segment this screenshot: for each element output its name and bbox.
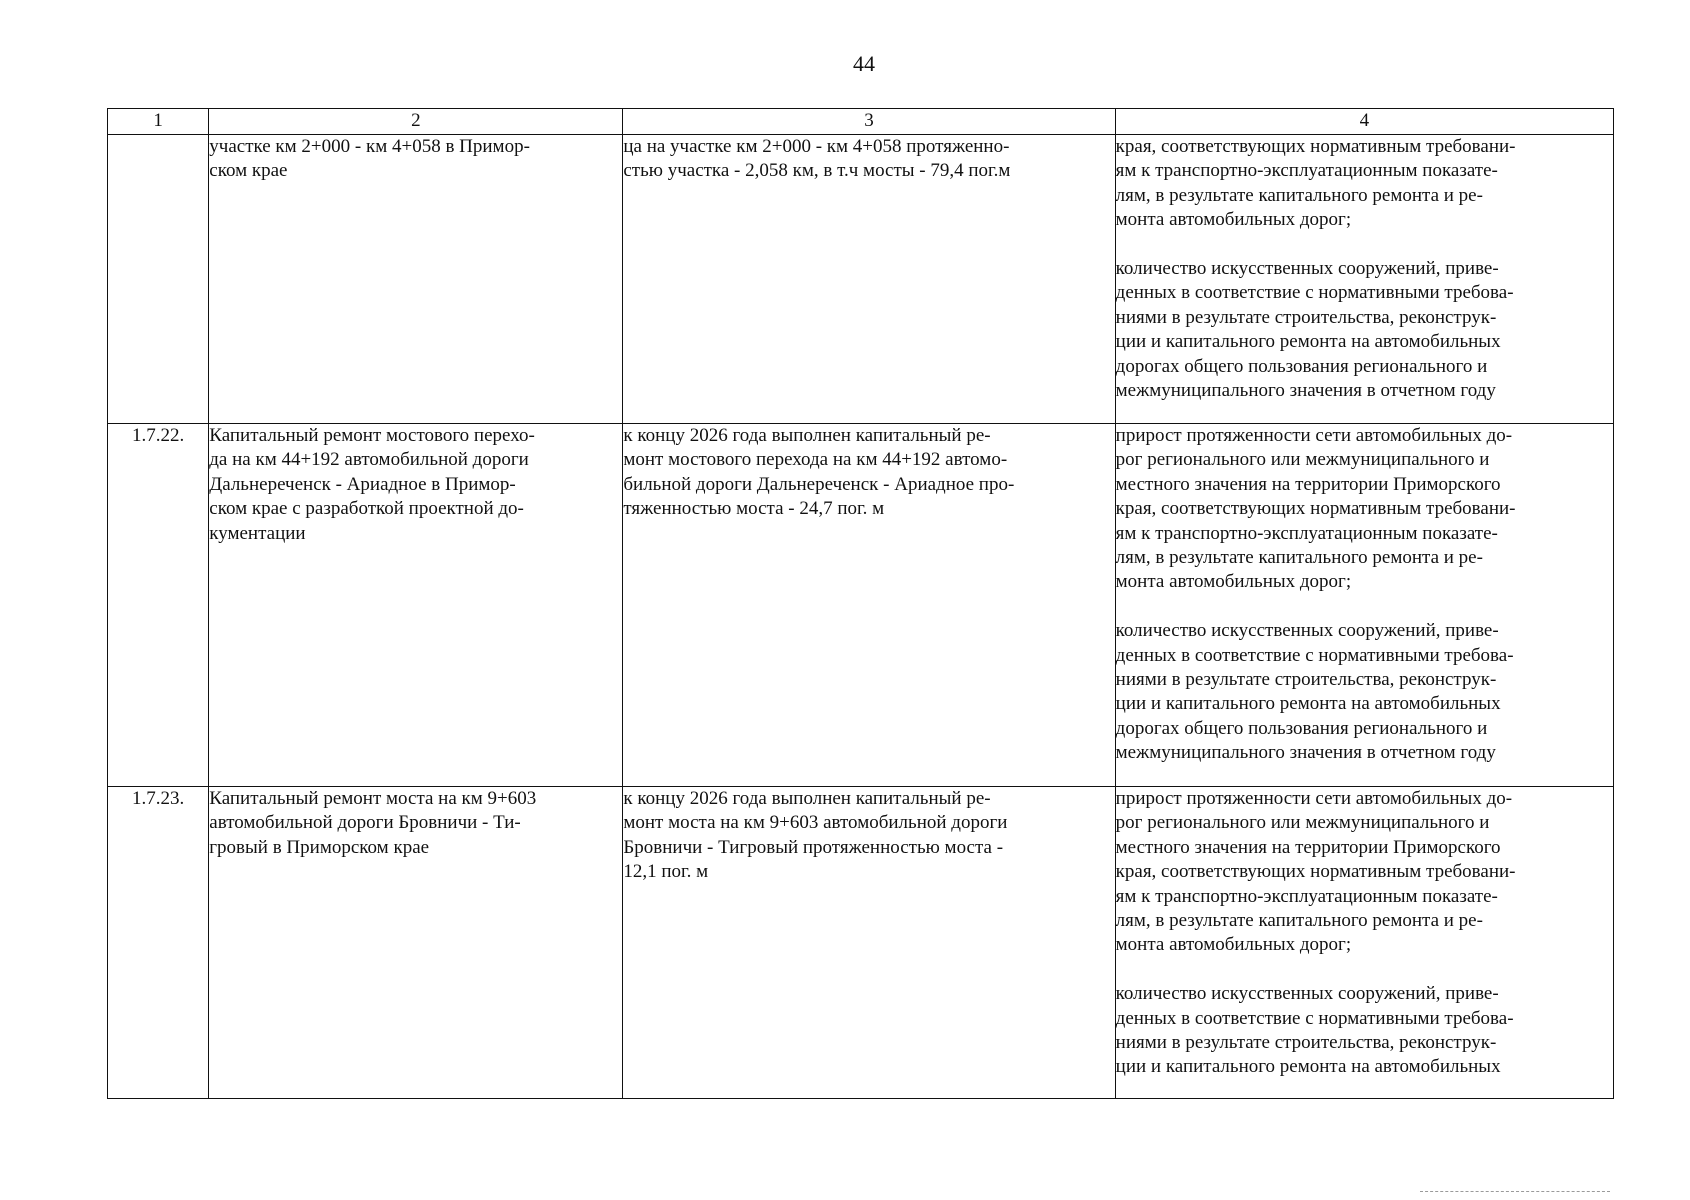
text-line: ям к транспортно-эксплуатационным показате- <box>1115 160 1498 182</box>
text-line: ниями в результате строительства, реконструк- <box>1115 668 1497 690</box>
measure-name-cell <box>209 424 623 787</box>
result-cell <box>623 787 1115 1099</box>
text-line: гровый в Приморском крае <box>209 836 430 858</box>
text-line: бильной дороги Дальнереченск - Ариадное про- <box>623 473 1015 495</box>
text-line: ниями в результате строительства, реконструк- <box>1115 1031 1497 1053</box>
row-number: 1.7.23. <box>108 787 209 1099</box>
text-line: монта автомобильных дорог; <box>1115 209 1352 231</box>
scan-artifact-line <box>1420 1191 1610 1193</box>
text-line: Дальнереченск - Ариадное в Примор- <box>209 473 516 495</box>
text-line: 12,1 пог. м <box>623 861 709 883</box>
text-line: межмуниципального значения в отчетном году <box>1115 742 1496 764</box>
indicator-cell <box>1115 135 1613 424</box>
text-line: кументации <box>209 522 306 544</box>
indicator-cell <box>1115 787 1613 1099</box>
result-cell <box>623 135 1115 424</box>
header-cell-4: 4 <box>1115 109 1613 135</box>
text-line: межмуниципального значения в отчетном году <box>1115 379 1496 401</box>
text-line: монта автомобильных дорог; <box>1115 934 1352 956</box>
text-line: прирост протяженности сети автомобильных до- <box>1115 788 1513 809</box>
text-line: ниями в результате строительства, реконструк- <box>1115 306 1497 328</box>
text-line: местного значения на территории Приморского <box>1115 473 1501 495</box>
text-line: прирост протяженности сети автомобильных до- <box>1115 425 1513 446</box>
paragraph-gap <box>1116 595 1613 619</box>
text-line: Бровничи - Тигровый протяженностью моста - <box>623 836 1004 858</box>
row-number <box>108 135 209 424</box>
text-line: к концу 2026 года выполнен капитальный ре- <box>623 425 991 446</box>
text-line: количество искусственных сооружений, приве- <box>1115 620 1499 642</box>
text-line: стью участка - 2,058 км, в т.ч мосты - 79,4 пог.м <box>623 160 1011 182</box>
text-line: рог регионального или межмуниципального и <box>1115 449 1490 471</box>
text-line: участке км 2+000 - км 4+058 в Примор- <box>209 136 530 157</box>
text-line: монт моста на км 9+603 автомобильной дороги <box>623 812 1008 834</box>
text-line: Капитальный ремонт моста на км 9+603 <box>209 788 537 809</box>
text-line: края, соответствующих нормативным требовани- <box>1115 861 1516 883</box>
text-line: тяженностью моста - 24,7 пог. м <box>623 498 885 520</box>
text-line: лям, в результате капитального ремонта и ре- <box>1115 909 1483 931</box>
main-table <box>107 108 1614 1099</box>
text-line: ском крае с разработкой проектной до- <box>209 498 524 520</box>
text-line: ца на участке км 2+000 - км 4+058 протяженно- <box>623 136 1010 157</box>
header-cell-3: 3 <box>623 109 1115 135</box>
text-line: лям, в результате капитального ремонта и ре- <box>1115 184 1483 206</box>
text-line: края, соответствующих нормативным требовани- <box>1115 498 1516 520</box>
text-line: дорогах общего пользования регионального и <box>1115 717 1488 739</box>
text-line: Капитальный ремонт мостового перехо- <box>209 425 535 446</box>
text-line: количество искусственных сооружений, приве- <box>1115 983 1499 1005</box>
text-line: рог регионального или межмуниципального и <box>1115 812 1490 834</box>
text-line: денных в соответствие с нормативными требова- <box>1115 644 1514 666</box>
table-row <box>108 787 1614 1099</box>
indicator-cell <box>1115 424 1613 787</box>
text-line: к концу 2026 года выполнен капитальный ре- <box>623 788 991 809</box>
header-cell-1: 1 <box>108 109 209 135</box>
text-line: местного значения на территории Приморского <box>1115 836 1501 858</box>
text-line: количество искусственных сооружений, приве- <box>1115 257 1499 279</box>
row-number: 1.7.22. <box>108 424 209 787</box>
table-row <box>108 424 1614 787</box>
table-header-row <box>108 109 1614 135</box>
measure-name-cell <box>209 787 623 1099</box>
text-line: денных в соответствие с нормативными требова- <box>1115 282 1514 304</box>
text-line: монта автомобильных дорог; <box>1115 571 1352 593</box>
text-line: ям к транспортно-эксплуатационным показате- <box>1115 885 1498 907</box>
text-line: ции и капитального ремонта на автомобильных <box>1115 1056 1501 1078</box>
text-line: лям, в результате капитального ремонта и ре- <box>1115 546 1483 568</box>
text-line: ском крае <box>209 160 288 182</box>
result-cell <box>623 424 1115 787</box>
measure-name-cell <box>209 135 623 424</box>
text-line: да на км 44+192 автомобильной дороги <box>209 449 529 471</box>
text-line: ции и капитального ремонта на автомобильных <box>1115 331 1501 353</box>
text-line: ям к транспортно-эксплуатационным показате- <box>1115 522 1498 544</box>
paragraph-gap <box>1116 958 1613 982</box>
text-line: ции и капитального ремонта на автомобильных <box>1115 693 1501 715</box>
text-line: дорогах общего пользования регионального и <box>1115 355 1488 377</box>
text-line: денных в соответствие с нормативными требова- <box>1115 1007 1514 1029</box>
text-line: монт мостового перехода на км 44+192 автомо- <box>623 449 1008 471</box>
text-line: края, соответствующих нормативным требовани- <box>1115 136 1516 157</box>
paragraph-gap <box>1116 233 1613 257</box>
page-number: 44 <box>853 51 875 76</box>
header-cell-2: 2 <box>209 109 623 135</box>
text-line: автомобильной дороги Бровничи - Ти- <box>209 812 521 834</box>
table-row <box>108 135 1614 424</box>
